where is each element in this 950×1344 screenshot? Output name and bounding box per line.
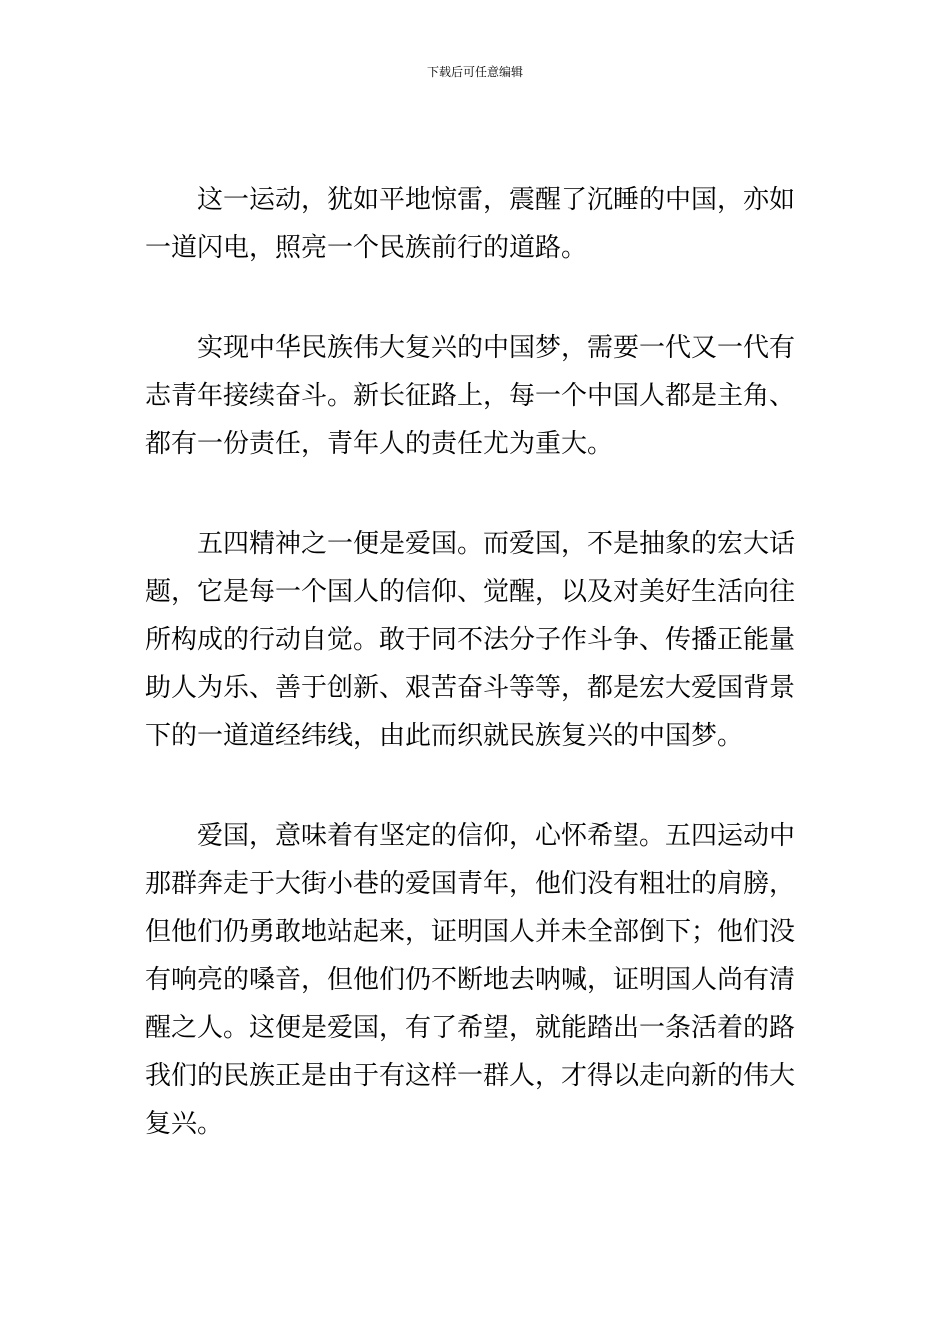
paragraph-2	[145, 324, 815, 468]
paragraph-line: 醒之人。这便是爱国，有了希望，就能踏出一条活着的路	[145, 1013, 796, 1043]
page-header: 下载后可任意编辑	[426, 65, 523, 79]
paragraph-line: 助人为乐、善于创新、艰苦奋斗等等，都是宏大爱国背景	[145, 673, 796, 703]
paragraph-line: 一道闪电，照亮一个民族前行的道路。	[145, 233, 588, 263]
paragraph-line: 志青年接续奋斗。新长征路上，每一个中国人都是主角、	[145, 381, 796, 411]
paragraph-line: 都有一份责任，青年人的责任尤为重大。	[145, 429, 614, 459]
paragraph-4	[145, 812, 815, 1148]
paragraph-1	[145, 176, 815, 272]
paragraph-line: 我们的民族正是由于有这样一群人，才得以走向新的伟大	[145, 1061, 796, 1091]
paragraph-3	[145, 520, 815, 760]
paragraph-line: 爱国，意味着有坚定的信仰，心怀希望。五四运动中	[197, 821, 796, 851]
document-body	[145, 176, 815, 1200]
paragraph-line: 有响亮的嗓音，但他们仍不断地去呐喊，证明国人尚有清	[145, 965, 796, 995]
paragraph-line: 五四精神之一便是爱国。而爱国，不是抽象的宏大话	[197, 529, 796, 559]
paragraph-line: 所构成的行动自觉。敢于同不法分子作斗争、传播正能量	[145, 625, 796, 655]
paragraph-line: 题，它是每一个国人的信仰、觉醒，以及对美好生活向往	[145, 577, 796, 607]
paragraph-line: 那群奔走于大街小巷的爱国青年，他们没有粗壮的肩膀，	[145, 869, 796, 899]
paragraph-line: 但他们仍勇敢地站起来，证明国人并未全部倒下；他们没	[145, 917, 796, 947]
paragraph-line: 这一运动，犹如平地惊雷，震醒了沉睡的中国，亦如	[197, 185, 796, 215]
paragraph-line: 复兴。	[145, 1109, 224, 1139]
paragraph-line: 实现中华民族伟大复兴的中国梦，需要一代又一代有	[197, 333, 796, 363]
paragraph-line: 下的一道道经纬线，由此而织就民族复兴的中国梦。	[145, 721, 744, 751]
